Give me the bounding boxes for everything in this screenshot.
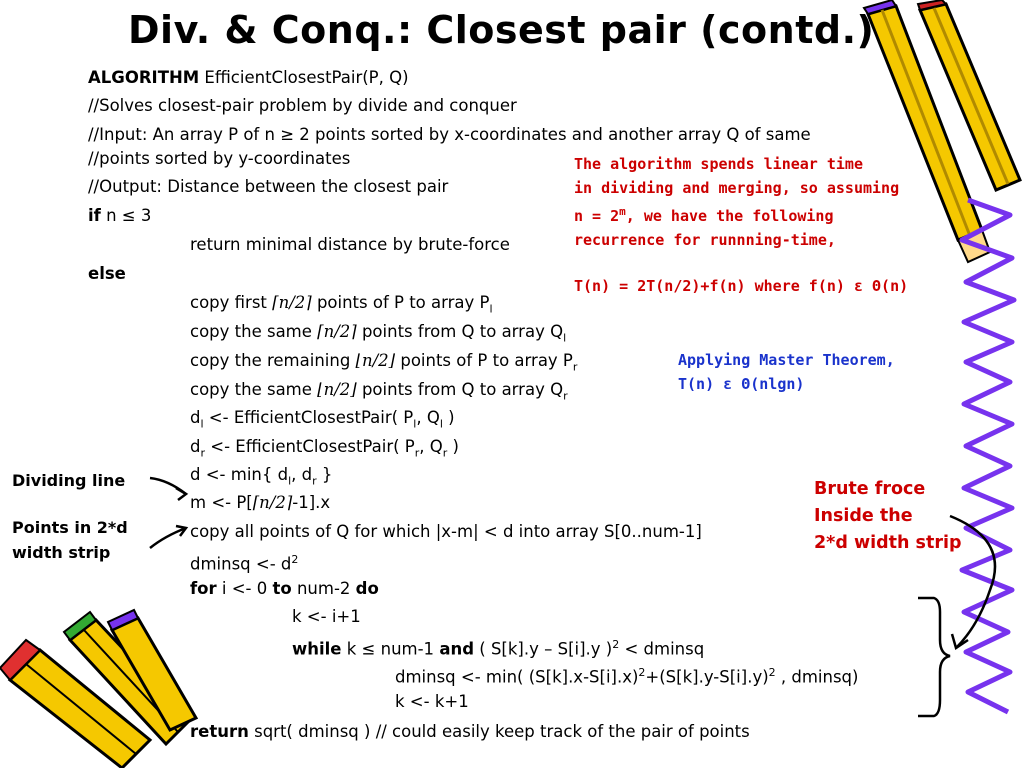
strip-points-label: Points in 2*d width strip <box>12 518 128 562</box>
return-line: return sqrt( dminsq ) // could easily keep track of the pair of points <box>190 722 750 741</box>
copy-line: copy first ⌈n/2⌉ points of P to array $P_l$ <box>190 293 493 316</box>
k-init-line: k <- i+1 <box>292 607 361 626</box>
copy-strip-line: copy all points of Q for which |x-m| < d into array S[0..num-1] <box>190 522 702 541</box>
median-line: m <- P[⌈n/2⌉-1].x <box>190 493 331 512</box>
dividing-line-label: Dividing line <box>12 471 126 490</box>
master-theorem-note: Applying Master Theorem, T(n) ε Θ(nlgn) <box>678 351 895 393</box>
brute-force-line: return minimal distance by brute-force <box>190 235 510 254</box>
copy-line: copy the same ⌈n/2⌉ points from Q to array $Q_l$ <box>190 322 567 345</box>
recurrence-note: The algorithm spends linear time in dividing and merging, so assuming $n = 2^m$, we have the following recurrence for runnning-time, T(n) = 2T(n/2)+f(n) where f(n) ε Θ(n) <box>574 155 909 295</box>
comment-line: //Output: Distance between the closest pair <box>88 177 449 196</box>
copy-line: copy the remaining ⌊n/2⌋ points of P to array $P_r$ <box>190 351 578 374</box>
if-line: if n ≤ 3 <box>88 206 152 225</box>
update-line: dminsq <- min( $(S[k].x-S[i].x)^2+(S[k].y-S[i].y)^2$ , dminsq) <box>395 666 859 687</box>
while-line: while k ≤ num-1 and ( S[k].y – S[i].y )$^2$ < dminsq <box>292 638 705 659</box>
algorithm-header: ALGORITHM EfficientClosestPair(P, Q) <box>88 68 409 87</box>
recursive-call-line: $d_l$ <- EfficientClosestPair( $P_l$, $Q_l$ ) <box>190 408 455 431</box>
brute-force-strip-note: Brute froce Inside the 2*d width strip <box>814 479 962 553</box>
comment-line: //points sorted by y-coordinates <box>88 149 351 168</box>
comment-line: //Input: An array P of n ≥ 2 points sorted by x-coordinates and another array Q of same <box>88 125 811 144</box>
k-inc-line: k <- k+1 <box>395 692 469 711</box>
comment-line: //Solves closest-pair problem by divide and conquer <box>88 96 517 115</box>
else-line: else <box>88 264 126 283</box>
page-title: Div. & Conq.: Closest pair (contd.) <box>128 8 875 52</box>
arrow-icon <box>150 528 186 548</box>
for-line: for i <- 0 to num-2 do <box>190 579 379 598</box>
recursive-call-line: $d_r$ <- EfficientClosestPair( $P_r$, $Q_r$ ) <box>190 437 459 460</box>
copy-line: copy the same ⌊n/2⌋ points from Q to array $Q_r$ <box>190 380 568 403</box>
bracket-icon <box>918 598 950 716</box>
min-line: d <- min{ $d_l$, $d_r$ } <box>190 465 333 488</box>
dminsq-line: dminsq <- $d^2$ <box>190 553 299 574</box>
